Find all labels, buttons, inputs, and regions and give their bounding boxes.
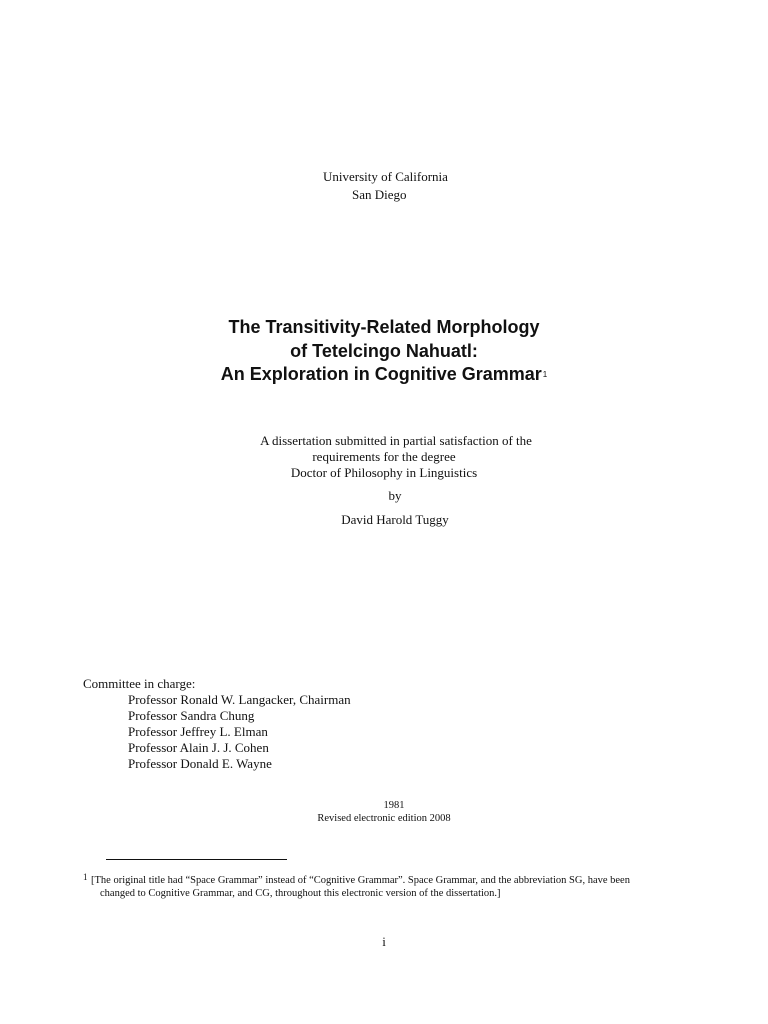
footnote-line-1: [The original title had “Space Grammar” instead of “Cognitive Grammar”. Space Grammar, and the abbreviation SG, have been	[91, 875, 630, 886]
committee-heading: Committee in charge:	[83, 676, 196, 691]
revision-note: Revised electronic edition 2008	[317, 813, 451, 824]
committee-member: Professor Alain J. J. Cohen	[128, 740, 269, 755]
footnote-marker: 1	[83, 872, 88, 882]
degree-line: Doctor of Philosophy in Linguistics	[290, 465, 478, 480]
university-name: University of California	[323, 169, 448, 184]
year: 1981	[383, 800, 405, 811]
title-line-1: The Transitivity-Related Morphology	[228, 317, 540, 337]
submission-line-1: A dissertation submitted in partial satisfaction of the	[260, 433, 532, 448]
footnote-rule	[106, 859, 287, 860]
committee-member: Professor Ronald W. Langacker, Chairman	[128, 692, 351, 707]
committee-member: Professor Sandra Chung	[128, 708, 255, 723]
campus-name: San Diego	[352, 187, 407, 202]
title-line-2: of Tetelcingo Nahuatl:	[290, 341, 478, 361]
submission-line-2: requirements for the degree	[312, 449, 456, 464]
page-number: i	[382, 934, 386, 949]
committee-member: Professor Donald E. Wayne	[128, 756, 272, 771]
title-footnote-ref: 1	[542, 370, 548, 379]
footnote-line-2: changed to Cognitive Grammar, and CG, throughout this electronic version of the dissertation.]	[100, 888, 501, 899]
by-line: by	[388, 488, 402, 503]
title-line-3-text: An Exploration in Cognitive Grammar	[220, 364, 542, 384]
title-line-3	[221, 363, 548, 386]
author-name: David Harold Tuggy	[341, 512, 449, 527]
committee-member: Professor Jeffrey L. Elman	[128, 724, 268, 739]
